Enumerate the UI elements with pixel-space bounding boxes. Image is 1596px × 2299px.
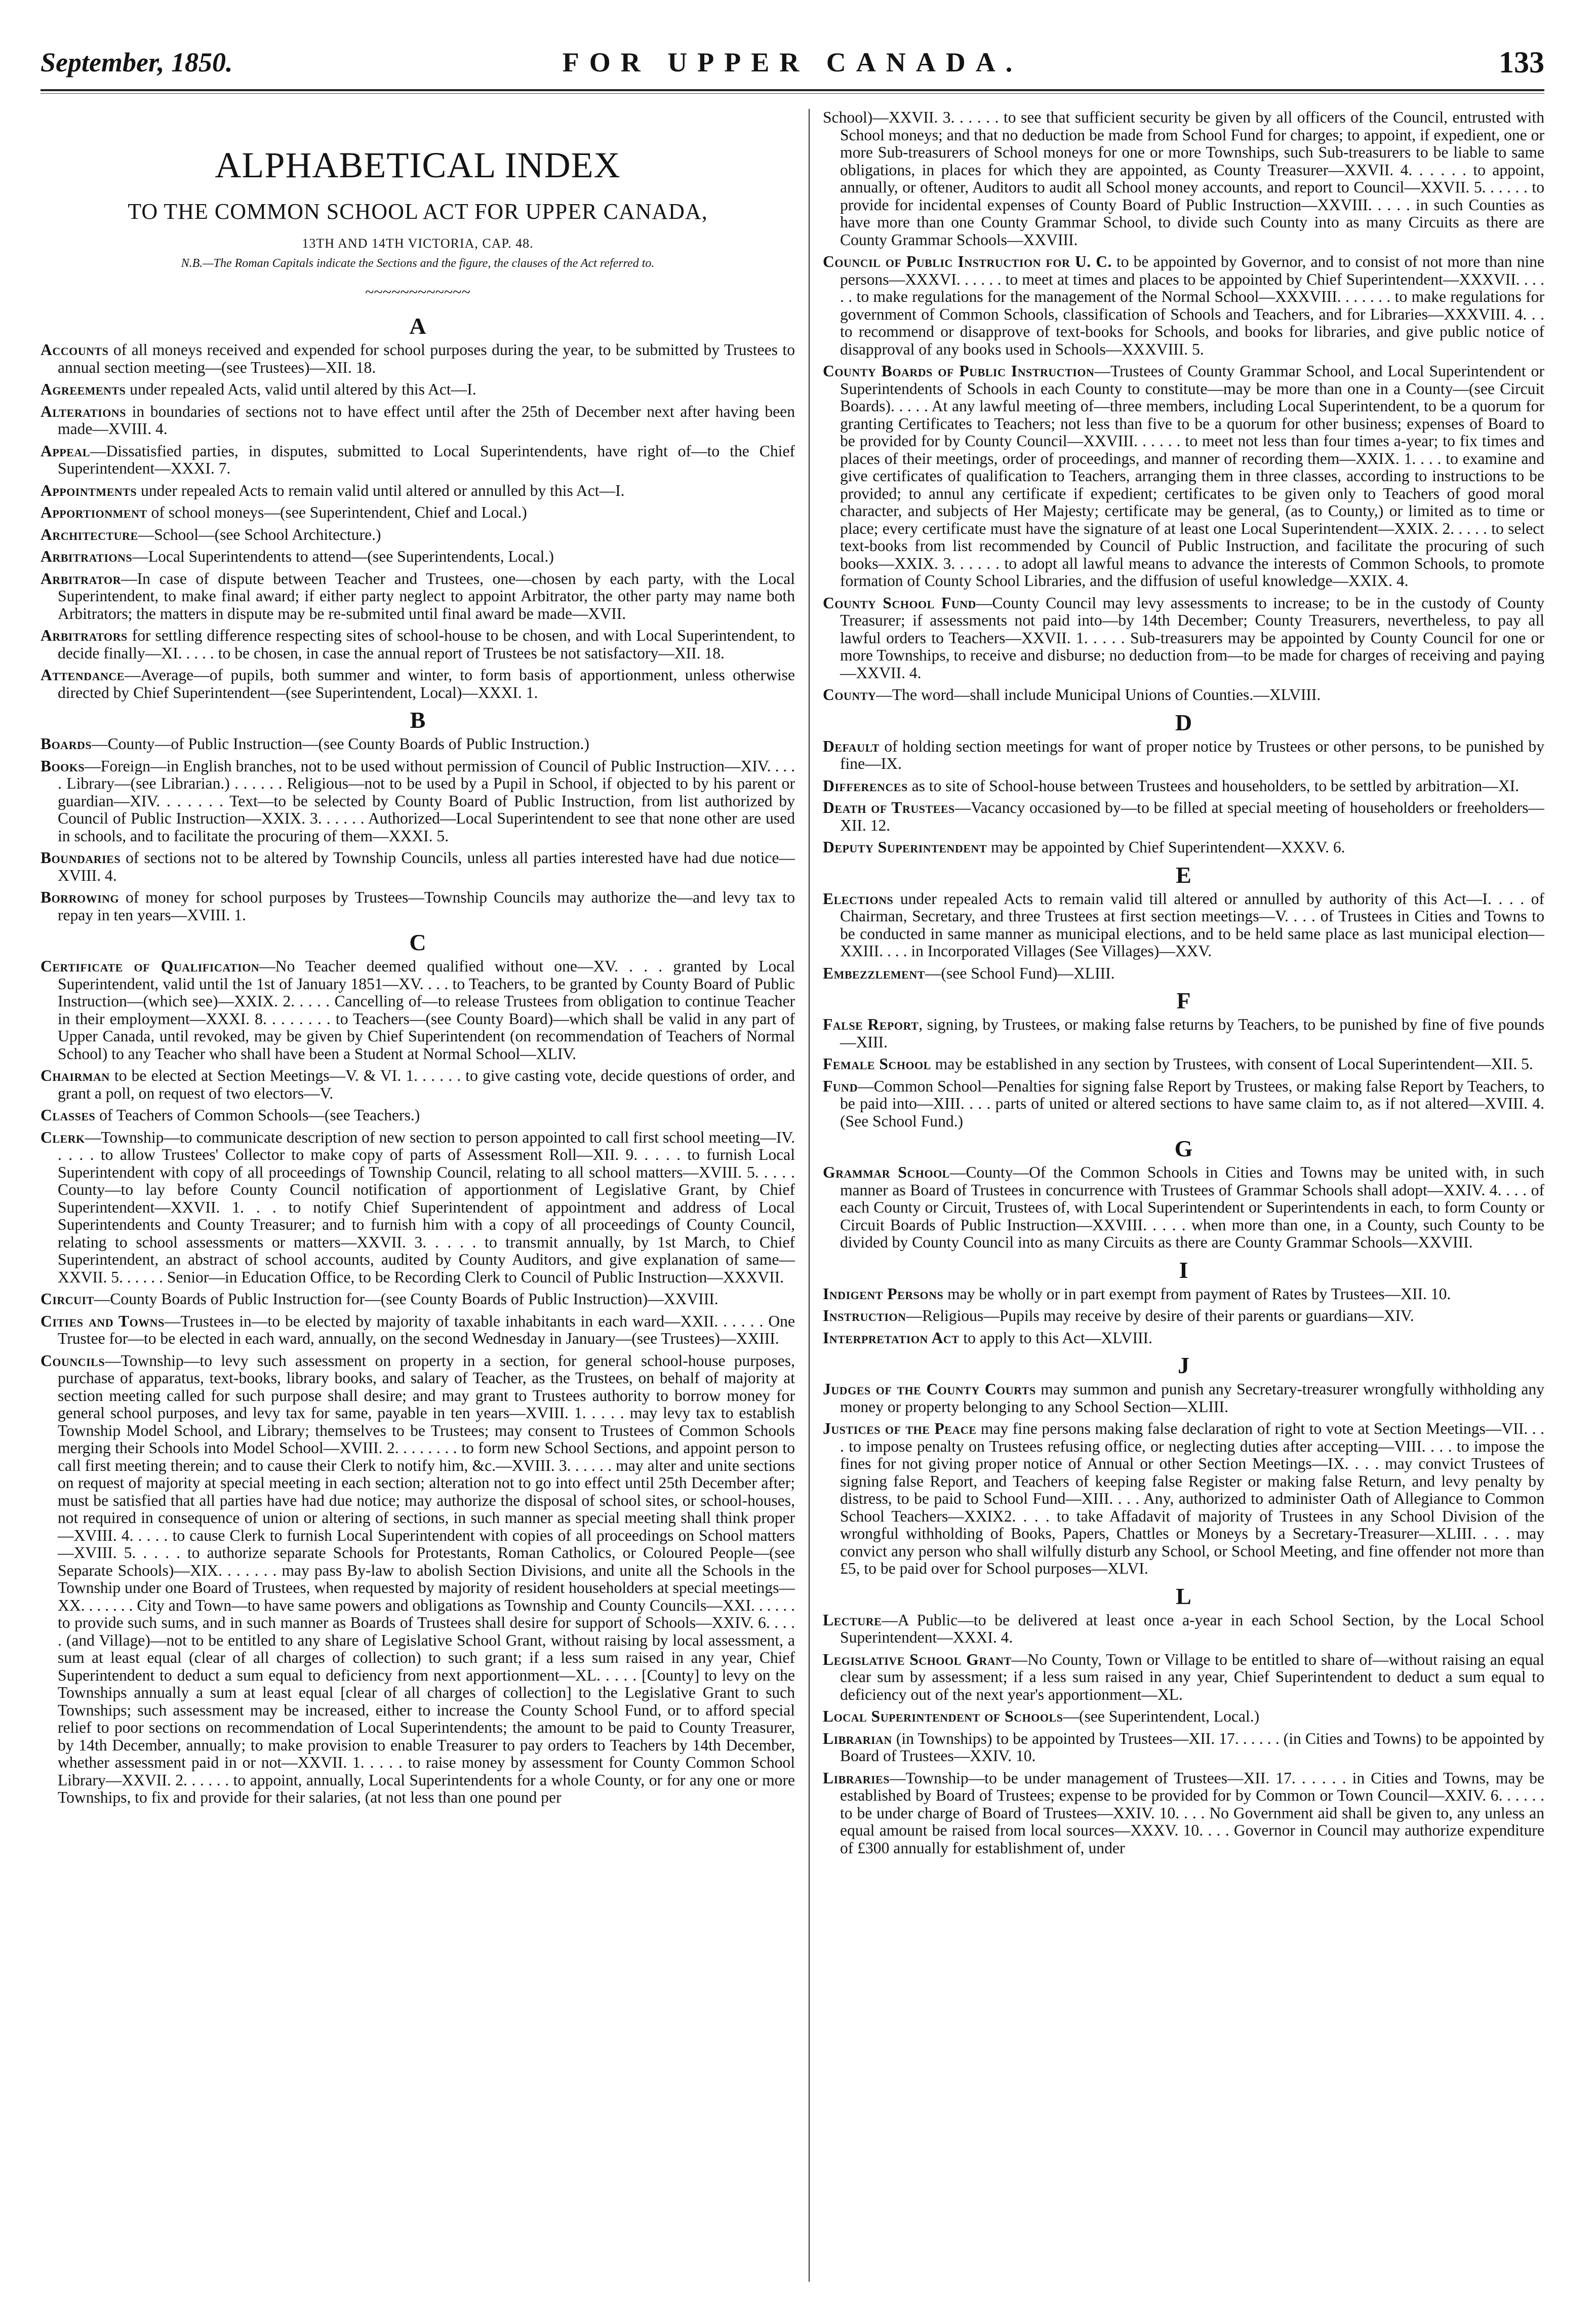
index-entry-text: —A Public—to be delivered at least once a-year in each School Section, by the Local School Superintendent—XXXI. 4.: [840, 1611, 1544, 1646]
index-entry-term: County Boards of Public Instruction: [823, 362, 1095, 380]
index-entry: [823, 1381, 1544, 1416]
index-entry-term: Chairman: [41, 1067, 110, 1084]
index-entry-text: of school moneys—(see Superintendent, Chief and Local.): [147, 503, 527, 521]
index-entry-text: for settling difference respecting sites of school-house to be chosen, and with Local Superintendent, to decide finally—XI. . . . . to be chosen, in case the annual report of Trustees be not satisfactory—XII. 18.: [58, 627, 795, 662]
index-entry-term: Legislative School Grant: [823, 1650, 1012, 1668]
index-entry: [823, 1285, 1544, 1303]
index-entry-term: Differences: [823, 776, 908, 795]
index-entry-text: may fine persons making false declaration of right to vote at Section Meetings—VII. . . . to impose penalty on Trustees refusing office, or neglecting duties after accepting—VIII. . . . to impose the fines for not giving proper notice of Annual or other Section Meetings—IX. . . . may convict Trustees of signing false Report, and Teachers of keeping false Register or making false Return, and levy penalty by distress, to be paid to School Fund—XIII. . . . Any, authorized to administer Oath of Allegiance to Common School Teachers—XXIX2. . . . to take Affadavit of majority of Trustees in any School Division of the wrongful withholding of Books, Papers, Chattles or Moneys by a Secretary-Treasurer—XLIII. . . . may convict any person who shall wilfully disturb any School, or School Meeting, and fine offender not more than £5, to be paid over for School purposes—XLVI.: [840, 1420, 1544, 1577]
index-entry-text: —School—(see School Architecture.): [138, 525, 381, 543]
index-entry-term: Elections: [823, 889, 894, 908]
index-entry-text: —Dissatisfied parties, in disputes, submitted to Local Superintendents, have right of—to the Chief Superintendent—XXXI. 7.: [58, 442, 795, 477]
index-entry-term: Agreements: [41, 380, 126, 398]
index-entry-text: under repealed Acts to remain valid till altered or annulled by authority of this Act—I. . . . of Chairman, Secretary, and three Trustees at first section meetings—V. . . . of Trustees in Cities and Towns to be conducted in same manner as municipal elections, and to be held same place as last municipal election—XXIII. . . . in Incorporated Villages (See Villages)—XXV.: [840, 889, 1544, 960]
index-entry-text: to be appointed by Governor, and to consist of not more than nine persons—XXXVI. . . . . . to meet at times and places to be appointed by Chief Superintendent—XXXVII. . . . . . to make regulations for the management of the Normal School—XXXVIII. . . . . . . to make regulations for government of Common Schools, classification of Schools and Teachers, and for Libraries—XXXVIII. 4. . . to recommend or disapprove of text-books for Schools, and books for libraries, and give public notice of disapproval of any books used in Schools—XXXVIII. 5.: [840, 253, 1544, 358]
index-entry-term: Judges of the County Courts: [823, 1380, 1036, 1398]
journal-title: FOR UPPER CANADA.: [562, 47, 1023, 77]
index-entry-term: Borrowing: [41, 888, 119, 906]
index-entry: [823, 965, 1544, 983]
index-entry-term: Librarian: [823, 1729, 892, 1747]
index-entry: [41, 1067, 795, 1102]
index-entry-text: may summon and punish any Secretary-treasurer wrongfully withholding any money or property belonging to any School Section—XLIII.: [840, 1380, 1544, 1416]
header-rule: [41, 89, 1544, 91]
index-entry-text: —Average—of pupils, both summer and winter, to form basis of apportionment, unless otherwise directed by Chief Superintendent—(see Superintendent, Local)—XXXI. 1.: [58, 666, 795, 702]
index-entry: [41, 443, 795, 478]
index-entry: [41, 1313, 795, 1348]
index-entry-text: —Township—to communicate description of new section to person appointed to call first school meeting—IV. . . . . to allow Trustees' Collector to make copy of parts of Assessment Roll—XII. 9. . . . . to furnish Local Superintendent with copy of all proceedings of Township Council, relating to all school matters—XVIII. 5. . . . . County—to lay before County Council notification of apportionment of Legislative Grant, by Chief Superintendent—XXVII. 1. . . to notify Chief Superintendent of appointment and address of Local Superintendents and County Treasurer; and to furnish him with a copy of all proceedings of County Council, relating to school assessments or matters—XXVII. 3. . . . . to transmit annually, by 1st March, to Chief Superintendent, an abstract of school accounts, audited by County Auditors, and give explanation of same—XXVII. 5. . . . . . Senior—in Education Office, to be Recording Clerk to Council of Public Instruction—XXXVII.: [58, 1128, 795, 1286]
index-letter-heading: L: [1176, 1583, 1191, 1609]
index-entry-term: Cities and Towns: [41, 1312, 165, 1330]
index-entry-term: Appointments: [41, 481, 137, 499]
index-entry: [823, 595, 1544, 682]
index-entry: [823, 1708, 1544, 1726]
issue-date: September, 1850.: [41, 47, 233, 77]
index-entry-term: Attendance: [41, 666, 125, 684]
index-entry-term: Classes: [41, 1106, 96, 1124]
index-entry-text: to apply to this Act—XLVIII.: [959, 1329, 1152, 1347]
index-entry: [41, 1352, 795, 1807]
index-entry-term: County School Fund: [823, 594, 976, 612]
index-entry-text: —County Boards of Public Instruction for—(see County Boards of Public Instruction)—XXVIII.: [94, 1290, 719, 1308]
index-letter-heading: D: [1175, 709, 1192, 735]
index-entry-text: of sections not to be altered by Township Councils, unless all parties interested have had due notice—XVIII. 4.: [58, 849, 795, 884]
index-entry-term: Boundaries: [41, 849, 121, 867]
index-entry-term: Appeal: [41, 442, 90, 460]
index-entry: [41, 548, 795, 566]
index-entry-text: may be established in any section by Trustees, with consent of Local Superintendent—XII. 5.: [931, 1055, 1533, 1073]
index-entry: [823, 738, 1544, 773]
index-entry-text: —County—of Public Instruction—(see County Boards of Public Instruction.): [92, 735, 589, 753]
index-entry: [41, 570, 795, 623]
index-entry: [823, 1078, 1544, 1131]
index-entry-term: Indigent Persons: [823, 1284, 944, 1303]
index-entry: [41, 1129, 795, 1287]
index-letter-heading: E: [1176, 862, 1191, 888]
index-entry-text: (in Townships) to be appointed by Trustees—XII. 17. . . . . . (in Cities and Towns) to be appointed by Board of Trustees—XXIV. 10.: [840, 1729, 1544, 1765]
index-entry: [41, 526, 795, 544]
index-entry: [41, 849, 795, 884]
index-entry-text: —County Council may levy assessments to increase; to be in the custody of County Treasurer; if assessments not paid into—by 14th December; County Treasurers, nevertheless, to pay all lawful orders to Teachers—XXVII. 1. . . . . Sub-treasurers may be appointed by County Council for one or more Townships, to receive and disburse; no deduction from—to be made for charges of receiving and paying—XXVII. 4.: [840, 594, 1544, 682]
index-entry: [823, 363, 1544, 590]
index-entry-term: Fund: [823, 1077, 858, 1095]
index-entry-term: Books: [41, 757, 85, 775]
index-entry-text: —(see School Fund)—XLIII.: [925, 964, 1115, 982]
index-entry: [41, 627, 795, 662]
right-index-sections: [823, 109, 1544, 1857]
index-letter-heading: A: [409, 313, 426, 339]
index-entry-text: —Common School—Penalties for signing false Report by Trustees, or making false Report by Teachers, to be paid into—XIII. . . . parts of united or altered sections to have same claim to, as if not altered—XVIII. 4. (See School Fund.): [840, 1077, 1544, 1130]
index-entry: [823, 799, 1544, 834]
index-entry-term: Default: [823, 737, 880, 755]
index-entry-text: of holding section meetings for want of proper notice by Trustees or other persons, to be punished by fine—IX.: [840, 737, 1544, 772]
index-entry-term: Libraries: [823, 1769, 890, 1787]
index-entry-term: Certificate of Qualification: [41, 957, 260, 975]
index-entry: [823, 890, 1544, 960]
index-entry: [41, 1291, 795, 1308]
index-entry: [41, 1107, 795, 1124]
index-entry-text: —No County, Town or Village to be entitled to share of—without raising an equal clear sum by assessment; if a less sum raised in any year, Chief Superintendent to deduct a sum equal to deficiency out of the next year's apportionment—XL.: [840, 1650, 1544, 1703]
index-entry-term: Female School: [823, 1055, 931, 1073]
index-entry-text: of money for school purposes by Trustees—Township Councils may authorize the—and levy tax to repay in ten years—XVIII. 1.: [58, 888, 795, 924]
act-citation: 13TH AND 14TH VICTORIA, CAP. 48.: [302, 236, 534, 251]
index-entry-text: of all moneys received and expended for school purposes during the year, to be submitted by Trustees to annual section meeting—(see Trustees)—XII. 18.: [58, 341, 795, 376]
index-entry: [823, 1651, 1544, 1704]
index-entry-text: —No Teacher deemed qualified without one—XV. . . . granted by Local Superintendent, valid until the 1st of January 1851—XV. . . . to Teachers, to be granted by County Board of Public Instruction—(which see)—XXIX. 2. . . . . Cancelling of—to release Trustees from obligation to continue Teacher in their employment—XXXI. 8. . . . . . . . to Teachers—(see County Board)—which shall be valid in any part of Upper Canada, until revoked, may be given by Chief Superintendent (on recommendation of Teachers of Normal School) to any Teacher who shall have been a Student at Normal School—XLIV.: [58, 957, 795, 1063]
index-entry-term: Deputy Superintendent: [823, 838, 987, 856]
index-entry-term: Arbitrations: [41, 548, 133, 565]
index-entry-term: Circuit: [41, 1290, 94, 1308]
index-entry: [823, 1612, 1544, 1647]
index-entry-term: Instruction: [823, 1307, 906, 1324]
index-entry: [41, 758, 795, 845]
index-entry: [823, 1164, 1544, 1252]
index-entry-term: Death of Trustees: [823, 799, 955, 816]
index-entry-term: Accounts: [41, 341, 109, 359]
index-entry: [41, 341, 795, 376]
index-entry-term: Clerk: [41, 1128, 85, 1146]
index-entry-text: —Township—to levy such assessment on property in a section, for general school-house purposes, purchase of apparatus, text-books, library books, and salary of Teacher, as the Trustees, on behalf of majority at section meeting called for such purpose shall desire; and may grant to Trustees authority to borrow money for general school purposes, and levy tax for same, payable in ten years—XVIII. 1. . . . . may levy tax to establish Township Model School, and Library; themselves to be Trustees; may consent to Trustees of Common Schools merging their Schools into Model School—XVIII. 2. . . . . . . . to form new School Sections, and appoint person to call first meeting therein; and to cause their Clerk to notify him, &c.—XVIII. 3. . . . . . may alter and unite sections on request of majority at special meeting in each section; alteration not to go into effect until 25th December after; must be satisfied that all parties have had due notice; may authorize the disposal of school sites, or school-houses, not required in consequence of union or altering of sections, in such manner as special meeting shall think proper—XVIII. 4. . . . . to cause Clerk to furnish Local Superintendent with copies of all proceedings on School matters—XVIII. 5. . . . . to authorize separate Schools for Protestants, Roman Catholics, or Coloured People—(see Separate Schools)—XIX. . . . . . . may pass By-law to abolish Section Divisions, and unite all the Schools in the Township under one Board of Trustees, when requested by majority of resident householders at special meetings—XX. . . . . . . City and Town—to have same powers and obligations as Township and County Councils—XXI. . . . . . to provide such sums, and in such manner as Boards of Trustees shall desire for support of Schools—XXIV. 6. . . . . (and Village)—not to be entitled to any share of Legislative School Grant, without raising by local assessment, a sum at least equal (clear of all charges of collection) to such grant; if a less sum raised in any year, Chief Superintendent to deduct a sum equal to deficiency from next apportionment—XL. . . . . [County] to levy on the Townships annually a sum at least equal [clear of all charges of collection] to the Legislative Grant to such Townships; such assessment may be increased, either to increase the County School Fund, or to afford special relief to poor sections on recommendation of Local Superintendents; the amount to be paid to County Treasurer, by 14th December, annually; to make provision to enable Treasurer to pay orders to Teachers by 14th December, whether assessment paid in or not—XXVII. 1. . . . . to raise money by assessment for County Common School Library—XXVII. 2. . . . . . to appoint, annually, Local Superintendents for a whole County, or for any one or more Townships, to fix and provide for their salaries, (at not less than one pound per: [58, 1351, 795, 1806]
running-head: [41, 45, 1544, 80]
index-subtitle: TO THE COMMON SCHOOL ACT FOR UPPER CANADA,: [128, 199, 708, 224]
index-entry-text: —Township—to be under management of Trustees—XII. 17. . . . . . in Cities and Towns, may be established by Board of Trustees; expense to be provided for by Common or Town Council—XXIV. 6. . . . . . to be under charge of Board of Trustees—XXIV. 10. . . . No Government aid shall be given to, any unless an equal amount be raised from local sources—XXXV. 10. . . . Governor in Council may authorize expenditure of £300 annually for establishment of, under: [840, 1769, 1544, 1857]
index-letter-heading: G: [1174, 1136, 1193, 1161]
index-note: N.B.—The Roman Capitals indicate the Sections and the figure, the clauses of the Act referred to.: [181, 257, 655, 270]
index-entry: [41, 381, 795, 399]
index-entry-text: —Local Superintendents to attend—(see Superintendents, Local.): [132, 548, 554, 565]
index-entry-text: School)—XXVII. 3. . . . . . to see that sufficient security be given by all officers of the Council, entrusted with School moneys; and that no deduction be made from School Fund for charges; to appoint, if expedient, one or more Sub-treasurers of School moneys for one or more Townships, such Sub-treasurers to be liable to same obligations, in places for which they are appointed, as County Treasurer—XXVII. 4. . . . . . to appoint, annually, or oftener, Auditors to audit all School money accounts, and report to Council—XXVII. 5. . . . . . to provide for incidental expenses of County Board of Public Instruction—XXVIII. . . . . in such Counties as have more than one County Grammar School, to divide such County into as many Circuits as there are County Grammar Schools—XXVIII.: [823, 109, 1544, 249]
index-entry-text: —Vacancy occasioned by—to be filled at special meeting of householders or freeholders—XII. 12.: [840, 799, 1544, 834]
index-entry: [823, 1307, 1544, 1325]
index-entry-text: to be elected at Section Meetings—V. & VI. 1. . . . . . to give casting vote, decide questions of order, and grant a poll, on request of two electors—V.: [58, 1067, 795, 1102]
index-entry: [823, 1730, 1544, 1765]
index-entry-term: Interpretation Act: [823, 1329, 960, 1347]
index-entry-term: Apportionment: [41, 503, 147, 521]
index-entry: [823, 1420, 1544, 1578]
index-entry: [41, 667, 795, 702]
index-entry: [823, 1770, 1544, 1857]
index-entry-text: of Teachers of Common Schools—(see Teachers.): [95, 1106, 420, 1124]
index-entry-text: —Trustees of County Grammar School, and Local Superintendent or Superintendents of Schools in each County to constitute—may be more than one in a County—(see Circuit Boards). . . . . At any lawful meeting of—three members, including Local Superintendent, to be a quorum for granting Certificates to Teachers; not less than five to be a quorum for other business; expenses of Board to be provided for by County Council—XXVIII. . . . . . to meet not less than four times a-year; to fix times and places of their meetings, order of proceedings, and manner of recording them—XXIX. 1. . . . to examine and give certificates of qualification to Teachers, arranging them in three classes, according to instructions to be provided; to annul any certificate if expedient; certificates to be given only to Teachers of good moral character, and subjects of Her Majesty; certificate may be general, (as to County,) or limited as to time or place; every certificate must have the signature of at least one Local Superintendent—XXIX. 2. . . . . to select text-books from list recommended by Council of Public Instruction, and facilitate the procuring of such books—XXIX. 3. . . . . . to adopt all lawful means to advance the interests of Common Schools, to promote formation of County School Libraries, and the diffusion of useful knowledge—XXIX. 4.: [840, 362, 1544, 590]
index-entry-term: Council of Public Instruction for U. C.: [823, 253, 1112, 270]
index-entry-term: Arbitrators: [41, 627, 128, 644]
index-letter-heading: B: [410, 707, 426, 733]
index-entry-text: may be appointed by Chief Superintendent—XXXV. 6.: [987, 838, 1345, 856]
index-letter-heading: I: [1179, 1257, 1188, 1283]
left-column: [41, 109, 795, 2282]
index-entry-text: under repealed Acts, valid until altered by this Act—I.: [126, 380, 476, 398]
index-entry: [823, 1056, 1544, 1073]
index-entry-term: Architecture: [41, 525, 138, 543]
index-entry: [41, 482, 795, 500]
index-entry-term: County: [823, 686, 876, 704]
header-rule-thin: [41, 93, 1544, 94]
index-entry-text: under repealed Acts to remain valid until altered or annulled by this Act—I.: [137, 481, 625, 499]
index-entry: [41, 403, 795, 438]
index-entry: [41, 504, 795, 522]
index-entry: [823, 777, 1544, 795]
index-entry-term: Lecture: [823, 1611, 882, 1629]
index-entry-term: False Report: [823, 1016, 919, 1033]
index-entry-text: may be wholly or in part exempt from payment of Rates by Trustees—XII. 10.: [943, 1284, 1451, 1303]
index-entry: [823, 1016, 1544, 1051]
index-entry-text: in boundaries of sections not to have effect until after the 25th of December next after having been made—XVIII. 4.: [58, 402, 795, 438]
index-entry-term: Local Superintendent of Schools: [823, 1707, 1063, 1725]
index-entry-term: Boards: [41, 735, 92, 753]
index-entry-text: —The word—shall include Municipal Unions of Counties.—XLVIII.: [876, 686, 1321, 704]
index-entry-text: , signing, by Trustees, or making false returns by Teachers, to be punished by fine of five pounds—XIII.: [840, 1016, 1544, 1051]
index-entry: [41, 958, 795, 1063]
column-divider: [809, 109, 810, 2282]
index-entry: [823, 253, 1544, 358]
right-column: [823, 109, 1544, 2282]
index-entry-term: Alterations: [41, 402, 126, 420]
index-entry-text: —Foreign—in English branches, not to be used without permission of Council of Public Instruction—XIV. . . . . Library—(see Librarian.) . . . . . . Religious—not to be used by a Pupil in School, if objected to by his parent or guardian—XIV. . . . . . . Text—to be selected by County Board of Public Instruction, from list authorized by Council of Public Instruction—XXIX. 3. . . . . . Authorized—Local Superintendent to see that none other are used in schools, and to facilitate the procuring of them—XXXI. 5.: [58, 757, 795, 845]
page-number: 133: [1499, 46, 1544, 79]
index-entry-text: —(see Superintendent, Local.): [1063, 1707, 1260, 1725]
index-letter-heading: C: [409, 929, 426, 955]
index-entry-text: as to site of School-house between Trustees and householders, to be settled by arbitration—XI.: [907, 776, 1520, 795]
index-entry-text: —County—Of the Common Schools in Cities and Towns may be united with, in such manner as Board of Trustees in concurrence with Trustees of Grammar Schools shall adopt—XXIV. 4. . . . of each County or Circuit, Trustees of, with Local Superintendent or Superintendents in each, to form County or Circuit Boards of Public Instruction—XXVIII. . . . . when more than one, in a County, such County to be divided by County Council into as many Circuits as there are County Grammar Schools—XXVIII.: [840, 1163, 1544, 1251]
left-index-sections: [41, 312, 795, 1807]
index-entry-term: Arbitrator: [41, 569, 122, 588]
index-letter-heading: J: [1178, 1352, 1189, 1378]
index-entry-term: Grammar School: [823, 1163, 950, 1181]
index-title: ALPHABETICAL INDEX: [215, 145, 621, 185]
ornament-divider: ~~~~~~~~~~~~: [365, 283, 470, 301]
index-entry: [823, 1330, 1544, 1347]
index-letter-heading: F: [1176, 988, 1191, 1014]
index-entry-text: —Religious—Pupils may receive by desire of their parents or guardians—XIV.: [906, 1307, 1414, 1324]
index-entry: [823, 686, 1544, 704]
index-entry: [41, 735, 795, 753]
index-entry-text: —In case of dispute between Teacher and Trustees, one—chosen by each party, with the Local Superintendent, to make final award; if either party neglect to appoint Arbitrator, the other party may name both Arbitrators; the matters in dispute may be re-submited until final award be made—XVII.: [58, 569, 795, 622]
index-entry-text: —Trustees in—to be elected by majority of taxable inhabitants in each ward—XXII. . . . . . One Trustee for—to be elected in each ward, annually, on the second Wednesday in January—(see Trustees)—XXIII.: [58, 1312, 795, 1347]
index-entry: [823, 109, 1544, 249]
index-entry: [823, 839, 1544, 856]
index-entry: [41, 889, 795, 924]
index-entry-term: Councils: [41, 1351, 105, 1370]
index-entry-term: Justices of the Peace: [823, 1420, 977, 1437]
index-entry-term: Embezzlement: [823, 964, 925, 982]
